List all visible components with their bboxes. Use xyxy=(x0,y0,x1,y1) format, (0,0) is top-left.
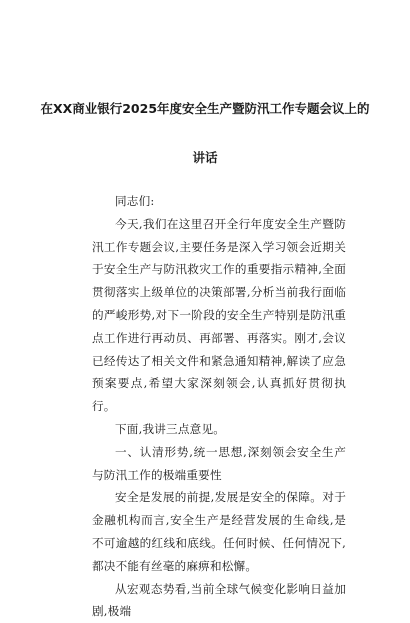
document-body xyxy=(92,190,346,623)
paragraph-safety-premise: 安全是发展的前提,发展是安全的保障。对于金融机构而言,安全生产是经营发展的生命线,是不可逾越的红线和底线。任何时候、任何情况下,都决不能有丝毫的麻痹和松懈。 xyxy=(92,490,346,573)
paragraph-opening: 今天,我们在这里召开全行年度安全生产暨防汛工作专题会议,主要任务是深入学习领会近期关于安全生产与防汛救灾工作的重要指示精神,全面贯彻落实上级单位的决策部署,分析当前我行面临的严峻形势,对下一阶段的安全生产特别是防汛重点工作进行再动员、再部署、再落实。刚才,会议已经传达了相关文件和紧急通知精神,解读了应急预案要点,希望大家深刻领会,认真抓好贯彻执行。 xyxy=(92,216,346,414)
document-title: 在XX商业银行2025年度安全生产暨防汛工作专题会议上的 xyxy=(40,101,370,116)
document-title-continued: 讲话 xyxy=(192,150,218,165)
section-heading-1: 一、认清形势,统一思想,深刻领会安全生产与防汛工作的极端重要性 xyxy=(92,444,346,482)
paragraph-three-points: 下面,我讲三点意见。 xyxy=(115,421,226,436)
salutation: 同志们: xyxy=(115,194,155,208)
paragraph-macro-situation: 从宏观态势看,当前全球气候变化影响日益加剧,极端 xyxy=(92,581,346,619)
